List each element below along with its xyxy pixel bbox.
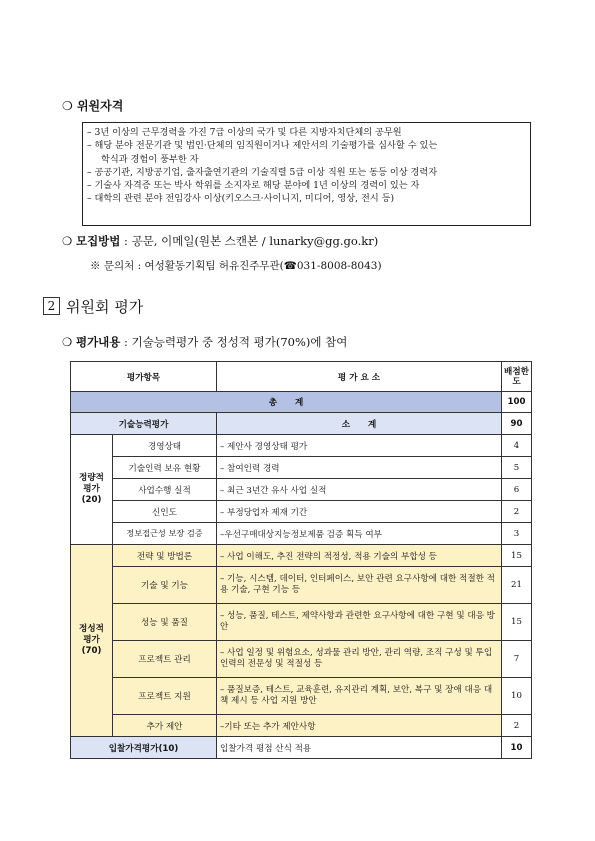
recruitment-text: : 공문, 이메일(원본 스캔본 / lunarky@gg.go.kr) (120, 234, 379, 248)
qualification-title: 위원자격 (76, 99, 124, 113)
row-name: 사업수행 실적 (113, 479, 217, 501)
row-name: 추가 제안 (113, 715, 217, 737)
row-desc: – 사업 일정 및 위험요소, 성과물 관리 방안, 관리 역량, 조직 구성 및 투입인력의 전문성 및 적절성 등 (217, 641, 502, 678)
qualification-item: – 대학의 관련 분야 전임강사 이상(키오스크·사이니지, 미디어, 영상, 전시 등) (87, 193, 395, 205)
row-name: 프로젝트 지원 (113, 678, 217, 715)
row-score: 15 (502, 604, 532, 641)
row-name: 전략 및 방법론 (113, 545, 217, 567)
row-score: 10 (502, 678, 532, 715)
row-desc: – 기능, 시스템, 데이터, 인터페이스, 보안 관련 요구사항에 대한 적절한 적용 기술, 구현 기능 등 (217, 567, 502, 604)
row-name: 기술 및 기능 (113, 567, 217, 604)
row-score: 2 (502, 501, 532, 523)
header-element: 평 가 요 소 (217, 362, 502, 392)
row-score: 21 (502, 567, 532, 604)
inquiry-phone: 031-8008-8043) (296, 260, 382, 272)
table-row (71, 501, 532, 523)
total-label: 총 계 (71, 392, 502, 413)
bid-score: 10 (502, 737, 532, 759)
row-name: 신인도 (113, 501, 217, 523)
inquiry-contact (90, 258, 382, 273)
total-score: 100 (502, 392, 532, 413)
header-item: 평가항목 (71, 362, 217, 392)
qualification-heading (62, 97, 123, 114)
inquiry-prefix: ※ 문의처 : 여성활동기획팀 허유진주무관( (90, 260, 284, 272)
section-heading (43, 296, 143, 317)
tech-label: 기술능력평가 (71, 413, 217, 435)
circle-bullet-icon: ❍ (62, 335, 73, 349)
row-desc: – 품질보증, 테스트, 교육훈련, 유지관리 계획, 보안, 복구 및 장애 대응 대책 제시 등 사업 지원 방안 (217, 678, 502, 715)
table-row (71, 545, 532, 567)
row-desc: – 제안사 경영상태 평가 (217, 435, 502, 457)
row-name: 정보접근성 보장 검증 (113, 523, 217, 545)
circle-bullet-icon: ❍ (62, 99, 73, 113)
qualification-item: – 해당 분야 전문기관 및 법인·단체의 임직원이거나 제안서의 기술평가를 심사할 수 있는 (87, 140, 438, 152)
qualification-item: – 공공기관, 지방공기업, 출자출연기관의 기술직렬 5급 이상 직원 또는 동등 이상 경력자 (87, 166, 438, 178)
qualification-box (82, 122, 531, 226)
qualification-item-continued: 학식과 경험이 풍부한 자 (101, 153, 199, 165)
row-score: 7 (502, 641, 532, 678)
bid-desc: 입찰가격 평점 산식 적용 (217, 737, 502, 759)
row-name: 기술인력 보유 현황 (113, 457, 217, 479)
table-row (71, 641, 532, 678)
table-row (71, 435, 532, 457)
table-row (71, 567, 532, 604)
circle-bullet-icon: ❍ (62, 234, 73, 248)
section-number-box: 2 (43, 297, 60, 315)
row-score: 4 (502, 435, 532, 457)
row-desc: – 최근 3년간 유사 사업 실적 (217, 479, 502, 501)
table-row (71, 604, 532, 641)
qualification-item: – 기술사 자격증 또는 박사 학위를 소지자로 해당 분야에 1년 이상의 경력이 있는 자 (87, 180, 420, 192)
evaluation-table (70, 361, 532, 759)
row-desc: –우선구매대상지능정보제품 검증 획득 여부 (217, 523, 502, 545)
row-desc: – 성능, 품질, 테스트, 제약사항과 관련한 요구사항에 대한 구현 및 대응 방안 (217, 604, 502, 641)
row-name: 성능 및 품질 (113, 604, 217, 641)
table-row (71, 479, 532, 501)
evaluation-content-text: : 기술능력평가 중 정성적 평가(70%)에 참여 (120, 335, 348, 349)
bid-row (71, 737, 532, 759)
recruitment-method (62, 233, 378, 249)
row-score: 15 (502, 545, 532, 567)
table-row (71, 715, 532, 737)
row-name: 프로젝트 관리 (113, 641, 217, 678)
evaluation-content-label: 평가내용 (75, 335, 121, 349)
row-score: 6 (502, 479, 532, 501)
bid-label: 입찰가격평가(10) (71, 737, 217, 759)
row-desc: – 부정당업자 제재 기간 (217, 501, 502, 523)
recruitment-label: 모집방법 (75, 234, 121, 248)
quant-group-label: 정량적 평가 (20) (71, 435, 113, 545)
table-header-row (71, 362, 532, 392)
row-desc: – 참여인력 경력 (217, 457, 502, 479)
row-score: 5 (502, 457, 532, 479)
qualification-item: – 3년 이상의 근무경력을 가진 7급 이상의 국가 및 다른 지방자치단체의 공무원 (87, 127, 402, 138)
row-score: 2 (502, 715, 532, 737)
table-row (71, 678, 532, 715)
row-desc: – 사업 이해도, 추진 전략의 적정성, 적용 기술의 부합성 등 (217, 545, 502, 567)
phone-icon: ☎ (283, 260, 297, 272)
row-name: 경영상태 (113, 435, 217, 457)
header-score: 배점한도 (502, 362, 532, 392)
section-title: 위원회 평가 (66, 298, 144, 316)
total-row (71, 392, 532, 413)
tech-subtotal-label: 소 계 (217, 413, 502, 435)
row-desc: –기타 또는 추가 제안사항 (217, 715, 502, 737)
evaluation-content (62, 334, 347, 350)
tech-row (71, 413, 532, 435)
table-row (71, 457, 532, 479)
row-score: 3 (502, 523, 532, 545)
qual-group-label: 정성적 평가 (70) (71, 545, 113, 737)
tech-score: 90 (502, 413, 532, 435)
table-row (71, 523, 532, 545)
